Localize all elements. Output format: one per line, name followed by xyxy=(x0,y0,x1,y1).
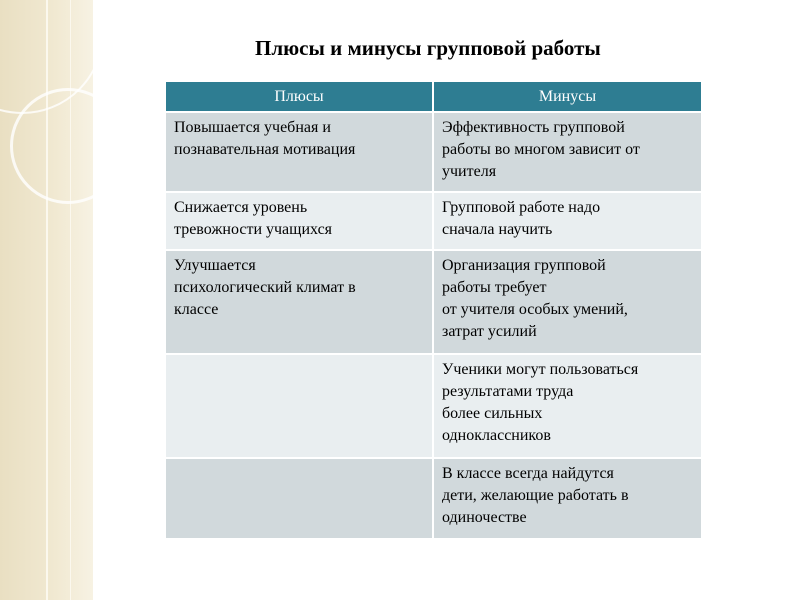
plus-text: Снижается уровень тревожности учащихся xyxy=(174,199,333,238)
table-row xyxy=(166,458,701,538)
table-row xyxy=(166,354,701,458)
minus-cell xyxy=(433,354,701,458)
minus-text: Групповой работе надо сначала научить xyxy=(442,199,601,238)
minus-text: Эффективность групповой работы во многом зависит от учителя xyxy=(442,119,640,180)
minus-cell xyxy=(433,250,701,354)
minus-cell xyxy=(433,112,701,192)
page-title: Плюсы и минусы групповой работы xyxy=(255,36,601,60)
plus-cell xyxy=(166,458,433,538)
table-row xyxy=(166,250,701,354)
plus-cell xyxy=(166,250,433,354)
table-row xyxy=(166,112,701,192)
plus-text: Повышается учебная и познавательная мотивация xyxy=(174,119,356,158)
table-row xyxy=(166,192,701,250)
minus-cell xyxy=(433,192,701,250)
pros-cons-table xyxy=(166,82,701,538)
decorative-side-band xyxy=(0,0,93,600)
plus-text: Улучшается психологический климат в классе xyxy=(174,257,356,318)
header-minus: Минусы xyxy=(433,82,701,112)
table-header-row xyxy=(166,82,701,112)
minus-text: Ученики могут пользоваться результатами труда более сильных одноклассников xyxy=(442,361,639,444)
minus-text: Организация групповой работы требует от учителя особых умений, затрат усилий xyxy=(442,257,628,340)
header-plus: Плюсы xyxy=(166,82,433,112)
plus-cell xyxy=(166,112,433,192)
minus-cell xyxy=(433,458,701,538)
minus-text: В классе всегда найдутся дети, желающие работать в одиночестве xyxy=(442,465,629,526)
plus-cell xyxy=(166,354,433,458)
plus-cell xyxy=(166,192,433,250)
